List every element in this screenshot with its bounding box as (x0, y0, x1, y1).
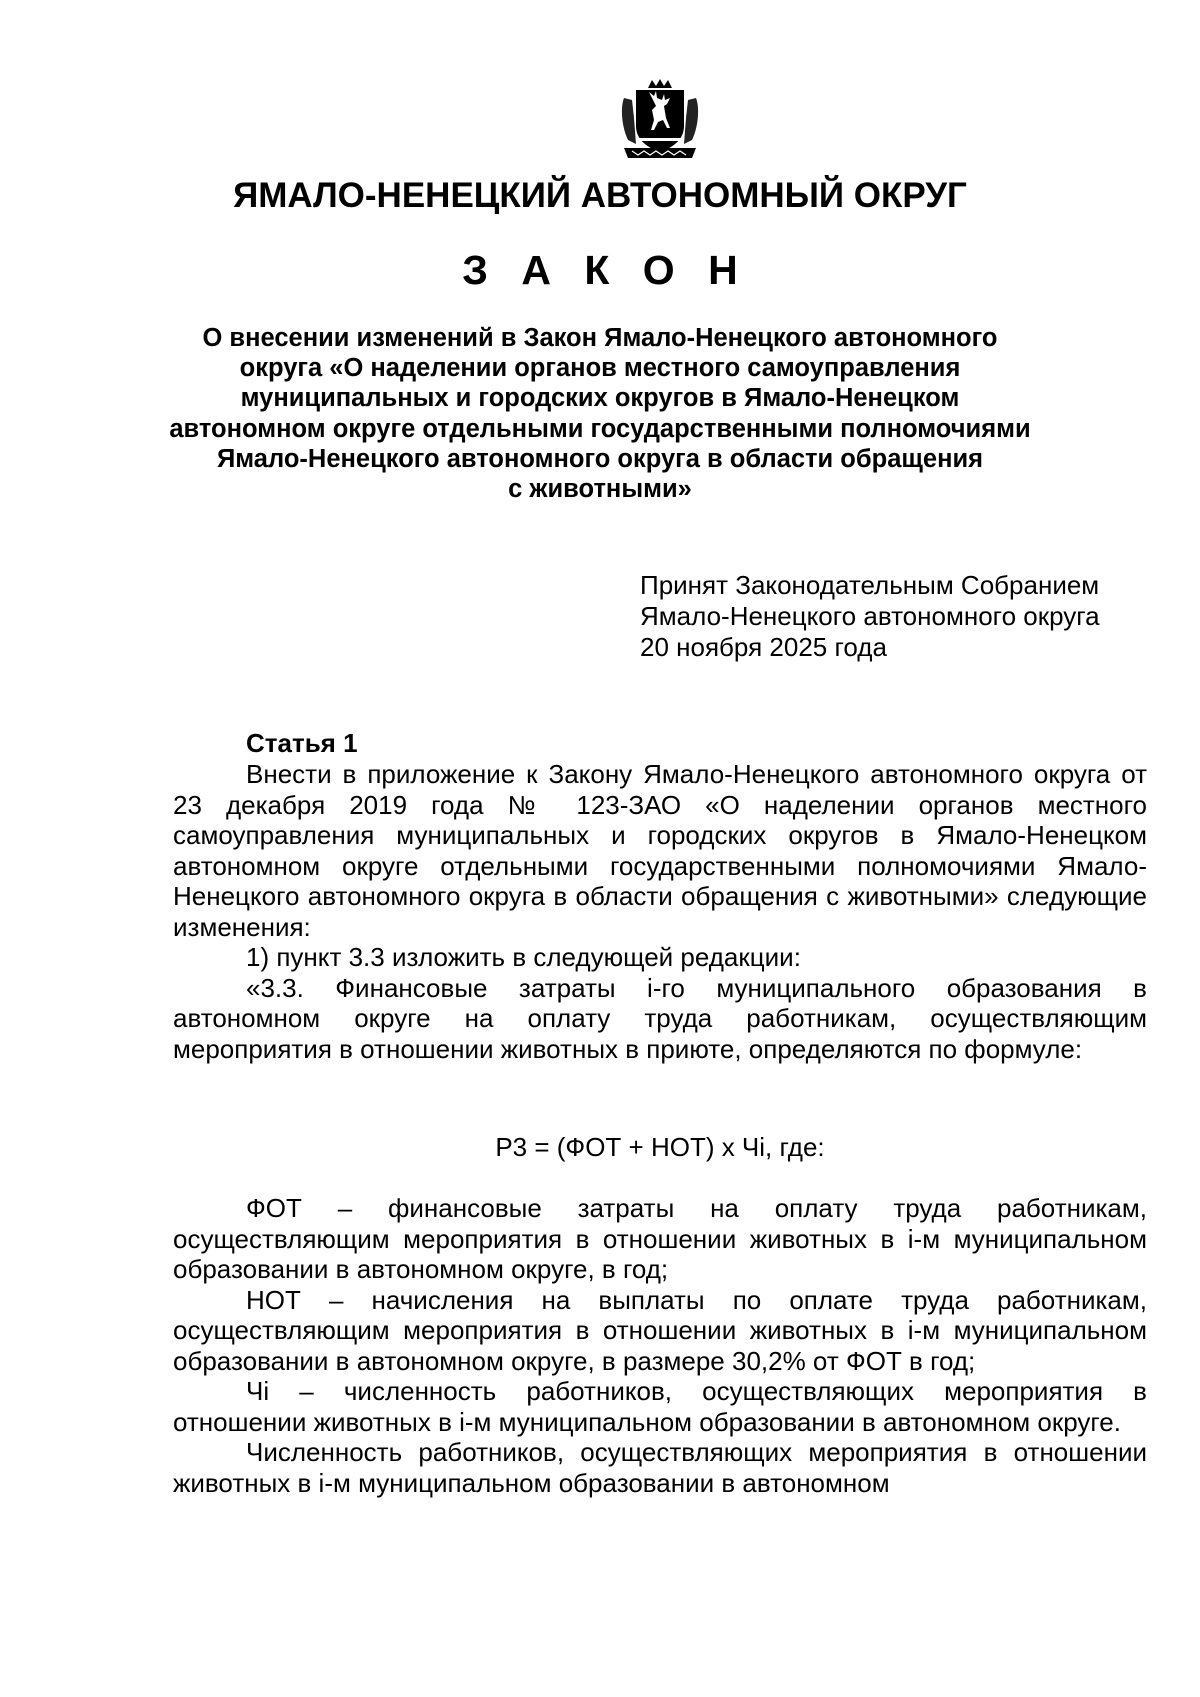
yamal-coat-of-arms-icon (618, 78, 702, 160)
article-body-top (173, 759, 1147, 1064)
article-item-paragraph: 1) пункт 3.3 изложить в следующей редакции: (246, 942, 801, 972)
region-heading: ЯМАЛО-НЕНЕЦКИЙ АВТОНОМНЫЙ ОКРУГ (233, 176, 967, 215)
article-body-bottom (173, 1193, 1147, 1498)
law-title (150, 323, 1050, 504)
law-title-line: Ямало-Ненецкого автономного округа в области обращения (216, 444, 984, 473)
definition-fot: ФОТ – финансовые затраты на оплату труда работникам, осуществляющим мероприятия в отношении животных в i-м муниципальном образовании в автономном округе, в год; (173, 1193, 1147, 1284)
law-title-line: округа «О наделении органов местного самоуправления (239, 354, 961, 383)
law-title-line: муниципальных и городских округов в Ямало-Ненецком (240, 384, 960, 413)
adoption-line: Принят Законодательным Собранием (640, 570, 1100, 600)
definition-not: НОТ – начисления на выплаты по оплате труда работникам, осуществляющим мероприятия в отношении животных в i-м муниципальном образовании в автономном округе, в размере 30,2% от ФОТ в год; (173, 1284, 1147, 1376)
document-type-heading: З А К О Н (462, 247, 749, 293)
adoption-line: Ямало-Ненецкого автономного округа (640, 601, 1100, 631)
formula: Р3 = (ФОТ + НОТ) х Чi, где: (495, 1132, 825, 1162)
article-clause-paragraph: «3.3. Финансовые затраты i-го муниципального образования в автономном округе на оплату труда работникам, осуществляющим мероприятия в отношении животных в приюте, определяются по формуле: (173, 972, 1147, 1064)
law-title-line: с животными» (508, 475, 692, 504)
definition-chi: Чi – численность работников, осуществляющих мероприятия в отношении животных в i-м муниципальном образовании в автономном округе. (173, 1376, 1147, 1437)
adoption-note (640, 570, 1100, 663)
law-title-line: автономном округе отдельными государственными полномочиями (169, 414, 1031, 443)
article-heading: Статья 1 (246, 728, 358, 758)
adoption-date: 20 ноября 2025 года (640, 632, 887, 662)
law-title-line: О внесении изменений в Закон Ямало-Ненецкого автономного (202, 324, 998, 352)
article-intro-paragraph: Внести в приложение к Закону Ямало-Ненецкого автономного округа от 23 декабря 2019 года № 123-ЗАО «О наделении органов местного самоуправления муниципальных и городских округов в Ямало-Ненецком автономном округе отдельными государственными полномочиями Ямало-Ненецкого автономного округа в области обращения с животными» следующие изменения: (173, 759, 1147, 942)
last-paragraph: Численность работников, осуществляющих мероприятия в отношении животных в i-м муниципальном образовании в автономном (173, 1437, 1147, 1498)
